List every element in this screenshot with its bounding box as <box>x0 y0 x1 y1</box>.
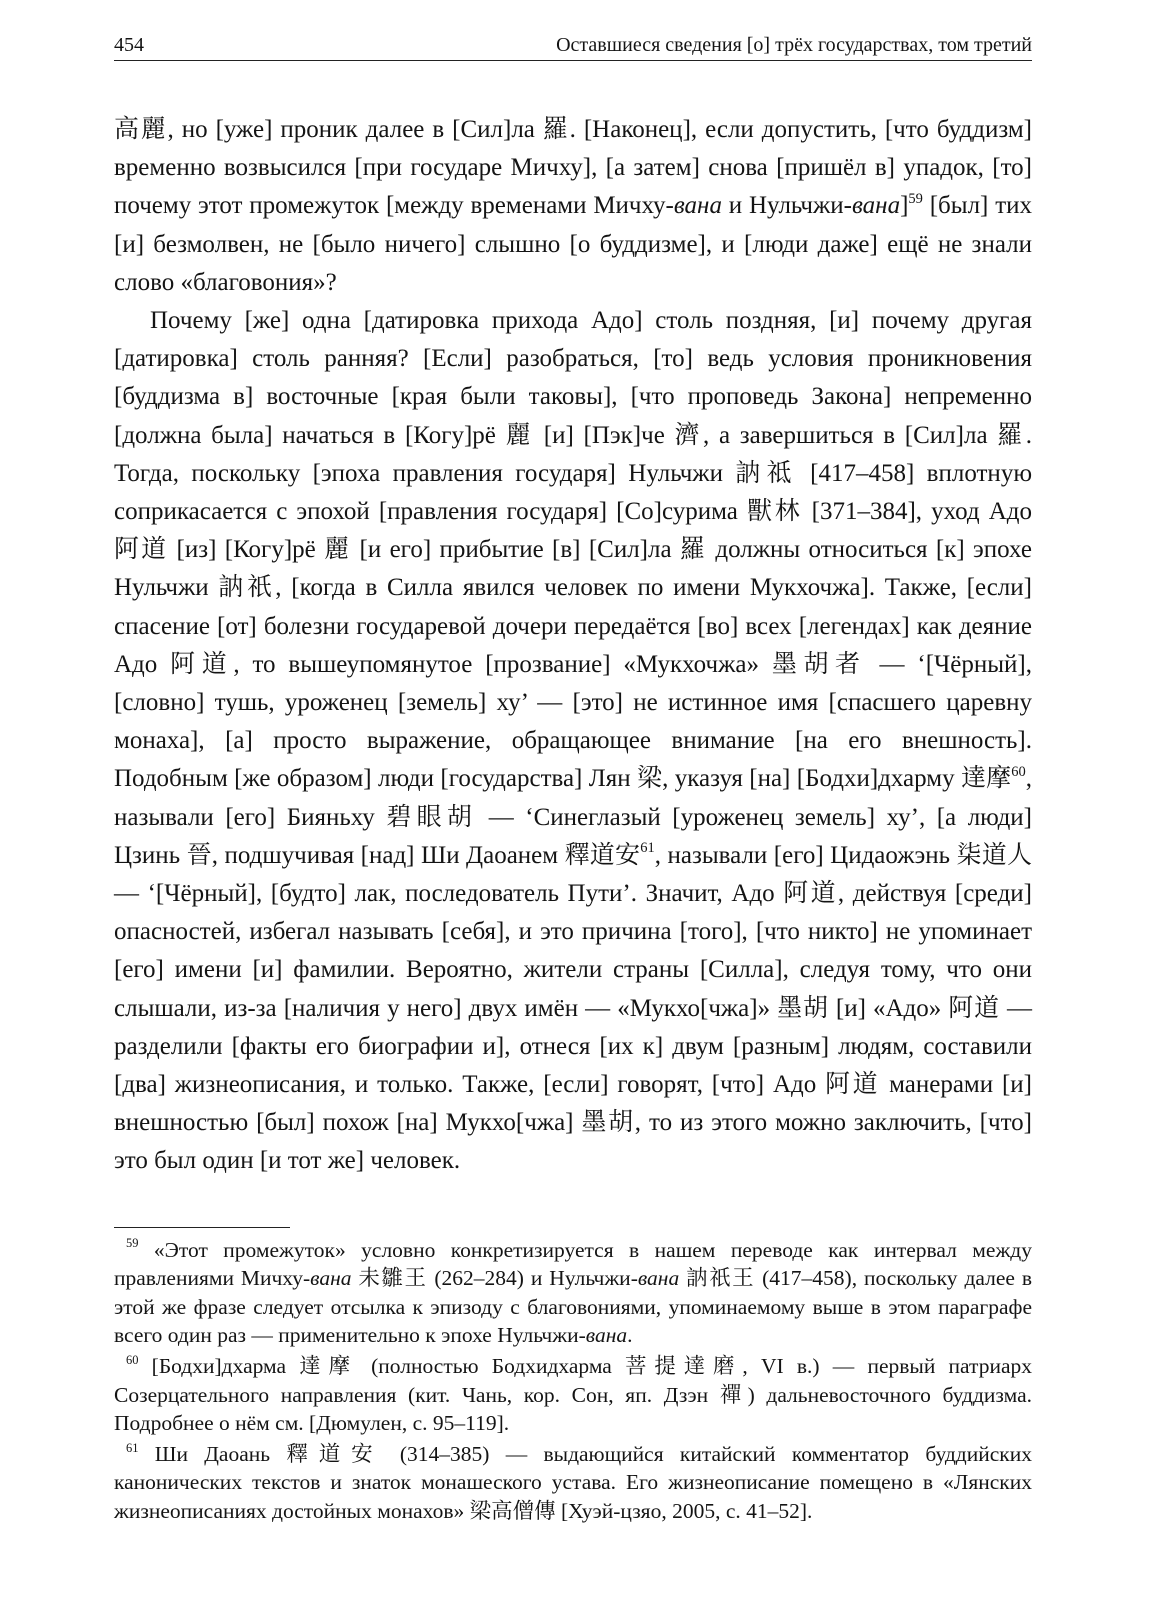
text-run: , называли [его] Бияньху 碧眼胡 — ‘Синеглазый [уроженец земель] ху’, [а люди] Цзинь 晉, подшучивая [над] Ши Даоанем 釋道安 <box>114 765 1032 869</box>
text-run: Почему [же] одна [датировка прихода Адо] столь поздняя, [и] почему другая [датировка] столь ранняя? [Если] разобраться, [то] ведь условия проникновения [буддизма в] восточные [края были таковы], [что проповедь Закона] непременно [должна была] начаться в [Когу]рё 麗 [и] [Пэк]че 濟, а завершиться в [Сил]ла 羅. Тогда, поскольку [эпоха правления государя] Нульчжи 訥祗 [417–458] вплотную соприкасается с эпохой [правления государя] [Со]сурима 獸林 [371–384], уход Адо 阿道 [из] [Когу]рё 麗 [и его] прибытие [в] [Сил]ла 羅 должны относиться [к] эпохе Нульчжи 訥祇, [когда в Силла явился человек по имени Мукхочжа]. Также, [если] спасение [от] болезни государевой дочери передаётся [во] всех [легендах] как деяние Адо 阿道, то вышеупомянутое [прозвание] «Мукхочжа» 墨胡者 — ‘[Чёрный], [словно] тушь, уроженец [земель] ху’ — [это] не истинное имя [спасшего царевну монаха], [а] просто выражение, обращающее внимание [на его внешность]. Подобным [же образом] люди [государства] Лян 梁, указуя [на] [Бодхи]дхарму 達摩 <box>114 307 1032 793</box>
italic-text: вана <box>585 1323 628 1348</box>
paragraph <box>114 302 1032 1181</box>
text-run: и Нульчжи- <box>721 192 852 220</box>
running-title: Оставшиеся сведения [о] трёх государствах, том третий <box>556 34 1032 56</box>
footnote-ref: 59 <box>126 1236 139 1251</box>
italic-text: вана <box>851 192 901 220</box>
italic-text: вана <box>637 1266 680 1291</box>
page-number: 454 <box>114 34 144 56</box>
text-run: [Бодхи]дхарма 達摩 (полностью Бодхидхарма 菩提達磨, VI в.) — первый патриарх Созерцательного направления (кит. Чань, кор. Сон, яп. Дзэн 禪) дальневосточного буддизма. Подробнее о нём см. [Дюмулен, с. 95–119]. <box>114 1354 1032 1436</box>
text-run: ] <box>900 192 909 220</box>
text-run: 高麗, но [уже] проник далее в [Сил]ла 羅. [Наконец], если допустить, [что буддизм] временно возвысился [при государе Мичху], [а затем] снова [пришёл в] упадок, [то] почему этот промежуток [между временами Мичху- <box>114 116 1032 220</box>
footnote-ref: 60 <box>1011 763 1026 780</box>
main-text <box>114 111 1032 1181</box>
text-run: «Этот промежуток» условно конкретизируется в нашем переводе как интервал между правлениями Мичху- <box>114 1237 1032 1291</box>
italic-text: вана <box>673 192 722 220</box>
text-run: , называли [его] Цидаожэнь 柒道人 — ‘[Чёрный], [будто] лак, последователь Пути’. Значит, Адо 阿道, действуя [среди] опасностей, избегал называть [себя], и это причина [того], [что никто] не упоминает [его] имени [и] фамилии. Вероятно, жители страны [Силла], следуя тому, что они слышали, из-за [наличия у него] двух имён — «Мукхо[чжа]» 墨胡 [и] «Адо» 阿道 — разделили [факты его биографии и], отнеся [их к] двум [разным] людям, составили [два] жизнеописания, и только. Также, [если] говорят, [что] Адо 阿道 манерами [и] внешностью [был] похож [на] Мукхо[чжа] 墨胡, то из этого можно заключить, [что] это был один [и тот же] человек. <box>114 841 1032 1175</box>
text-run: [был] тих [и] безмолвен, не [было ничего] слышно [о буддизме], и [люди даже] ещё не знали слово «благовония»? <box>114 192 1032 296</box>
footnote <box>114 1236 1032 1350</box>
footnote-ref: 61 <box>640 839 655 856</box>
footnote-ref: 59 <box>908 190 923 207</box>
running-head <box>114 34 1032 61</box>
book-page <box>114 34 1032 1526</box>
paragraph <box>114 111 1032 302</box>
footnote-ref: 60 <box>126 1352 139 1367</box>
footnote-separator <box>114 1227 290 1228</box>
footnote <box>114 1352 1032 1438</box>
footnotes <box>114 1236 1032 1526</box>
text-run: Ши Даоань 釋道安 (314–385) — выдающийся китайский комментатор буддийских канонических текстов и знаток монашеского устава. Его жизнеописание помещено в «Лянских жизнеописаниях достойных монахов» 梁高僧傳 [Хуэй-цзяо, 2005, с. 41–52]. <box>114 1441 1032 1524</box>
text-run: . <box>627 1323 633 1348</box>
text-run: 未雛王 (262–284) и Нульчжи- <box>351 1266 638 1291</box>
footnote-ref: 61 <box>126 1440 139 1455</box>
italic-text: вана <box>310 1266 352 1291</box>
text-run: 訥祇王 (417–458), поскольку далее в этой же фразе следует отсылка к эпизоду с благовониями, упоминаемому выше в этом параграфе всего один раз — применительно к эпохе Нульчжи- <box>114 1266 1032 1348</box>
footnote <box>114 1440 1032 1526</box>
